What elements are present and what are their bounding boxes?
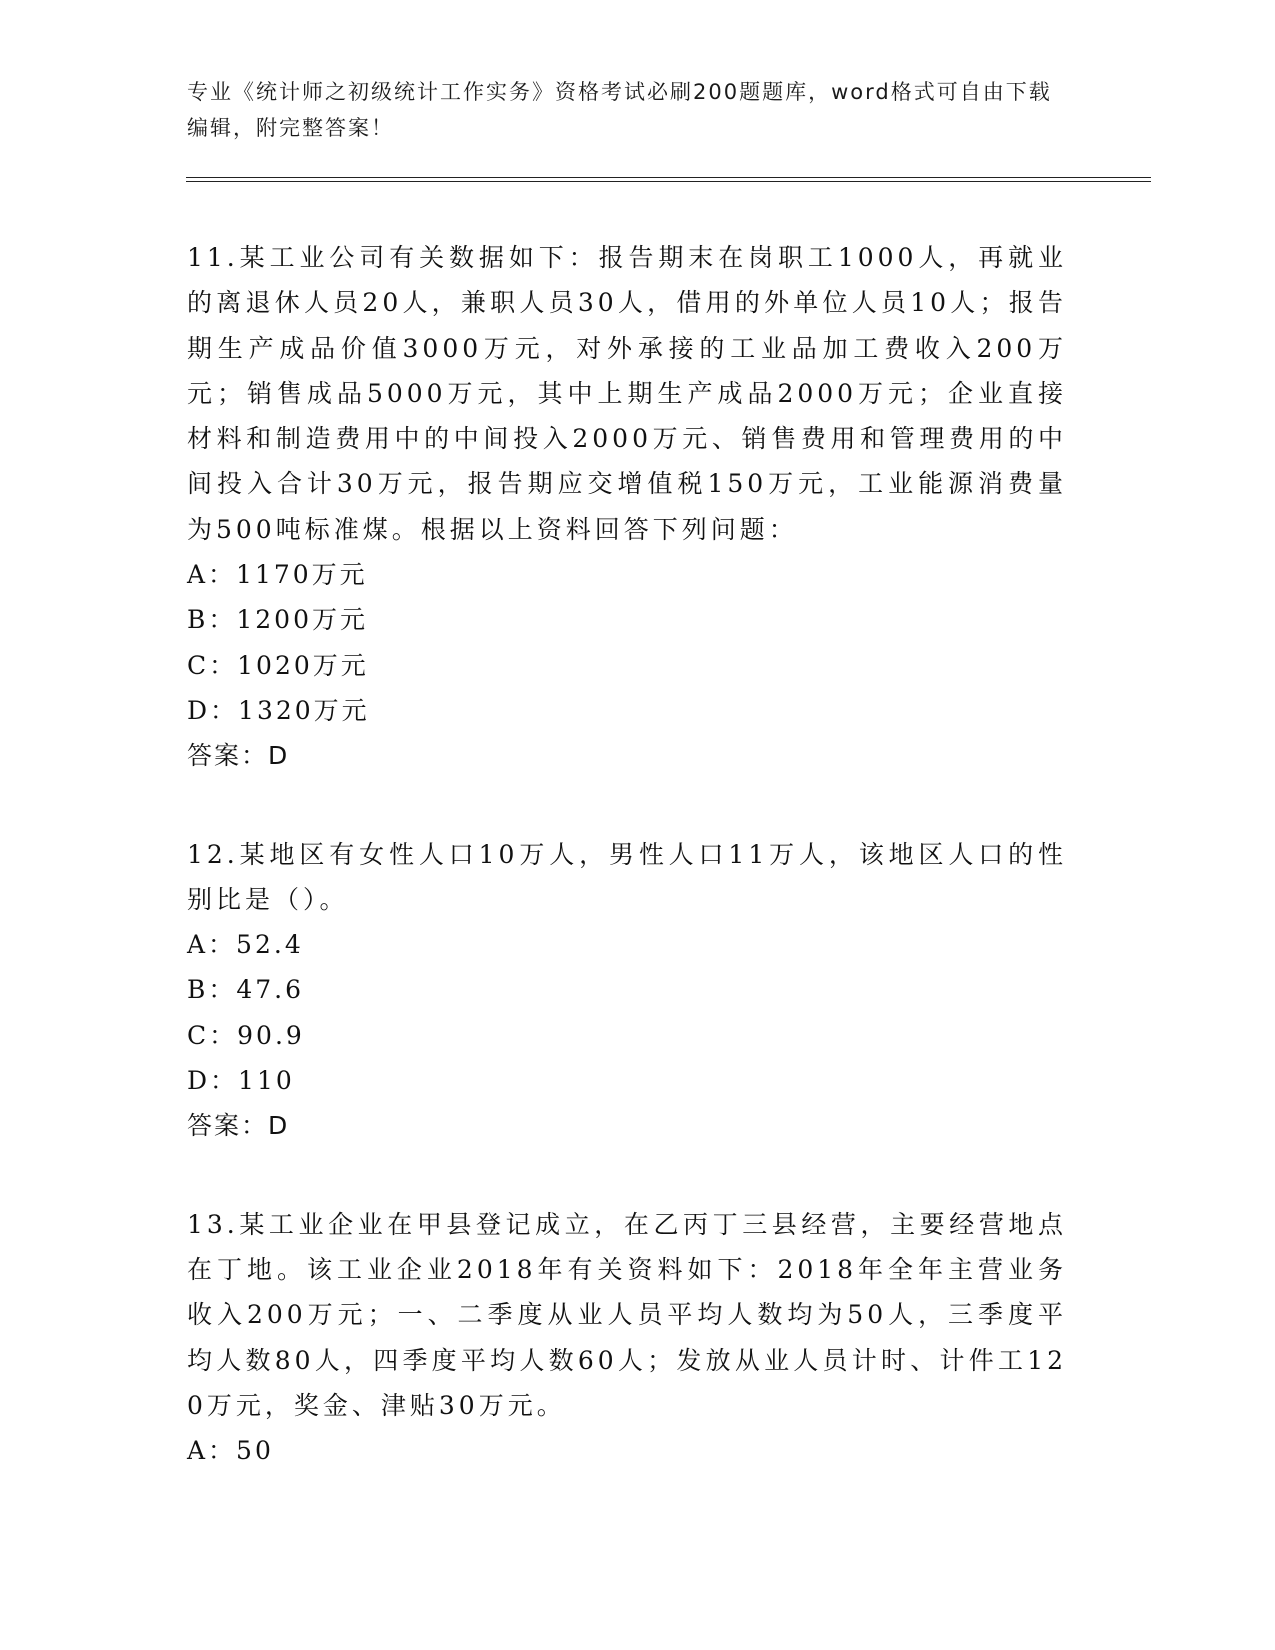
question-11 <box>187 235 1067 779</box>
answer-line: 答案：D <box>187 1111 290 1141</box>
option-a: A：50 <box>187 1436 274 1466</box>
document-header: 专业《统计师之初级统计工作实务》资格考试必刷200题题库，word格式可自由下载编辑，附完整答案！ <box>187 80 1052 140</box>
option-c: C：90.9 <box>187 1020 305 1050</box>
question-stem: 12.某地区有女性人口10万人，男性人口11万人，该地区人口的性别比是（）。 <box>187 839 1067 914</box>
question-13 <box>187 1202 1067 1474</box>
option-b: B：47.6 <box>187 975 305 1005</box>
option-d: D：110 <box>187 1066 295 1096</box>
question-list <box>187 235 1067 1526</box>
header-rule-bottom <box>186 181 1151 182</box>
option-a: A：52.4 <box>187 930 304 960</box>
question-stem: 13.某工业企业在甲县登记成立，在乙丙丁三县经营，主要经营地点在丁地。该工业企业2018年有关资料如下：2018年全年主营业务收入200万元；一、二季度从业人员平均人数均为50人，三季度平均人数80人，四季度平均人数60人；发放从业人员计时、计件工120万元，奖金、津贴30万元。 <box>187 1209 1067 1420</box>
header-rule-top <box>186 177 1151 178</box>
option-c: C：1020万元 <box>187 650 369 680</box>
question-stem: 11.某工业公司有关数据如下：报告期末在岗职工1000人，再就业的离退休人员20人，兼职人员30人，借用的外单位人员10人；报告期生产成品价值3000万元，对外承接的工业品加工费收入200万元；销售成品5000万元，其中上期生产成品2000万元；企业直接材料和制造费用中的中间投入2000万元、销售费用和管理费用的中间投入合计30万元，报告期应交增值税150万元，工业能源消费量为500吨标准煤。根据以上资料回答下列问题： <box>187 243 1067 544</box>
question-12 <box>187 832 1067 1149</box>
option-b: B：1200万元 <box>187 605 368 635</box>
option-a: A：1170万元 <box>187 560 368 590</box>
option-d: D：1320万元 <box>187 695 370 725</box>
answer-line: 答案：D <box>187 741 290 771</box>
